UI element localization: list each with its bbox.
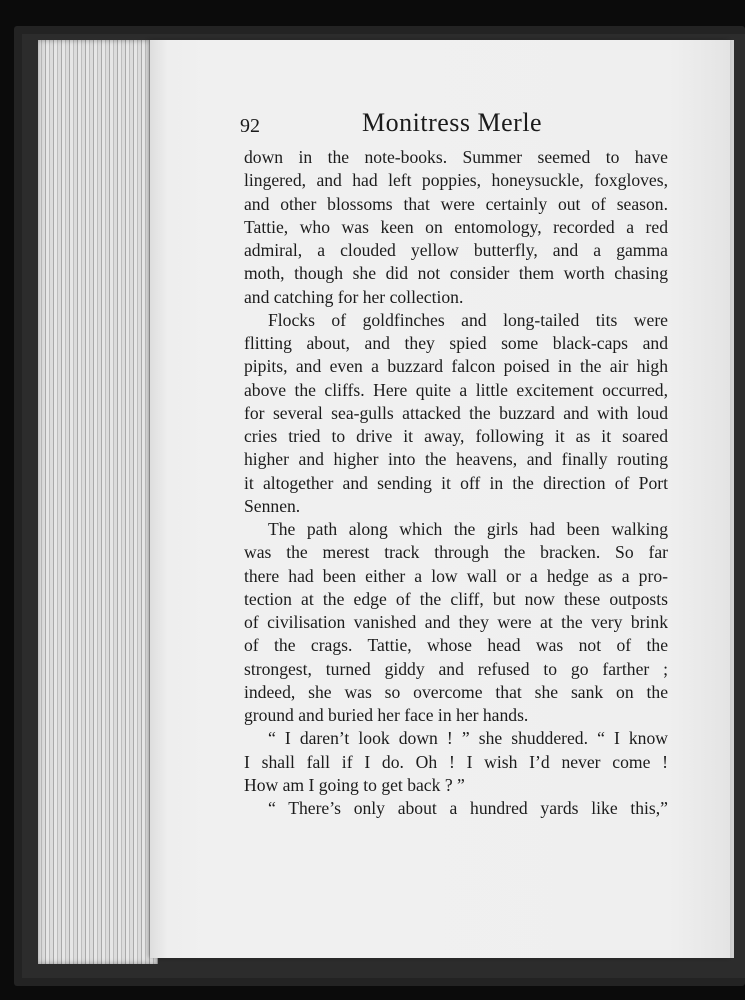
text-line: above the cliffs. Here quite a little excitement occurred,	[244, 379, 668, 400]
text-line: “ There’s only about a hundred yards like this,”	[268, 798, 668, 818]
text-line: The path along which the girls had been walking	[268, 519, 668, 539]
text-line: it altogether and sending it off in the direction of Port	[244, 472, 668, 493]
text-line: of civilisation vanished and they were at the very brink	[244, 612, 668, 632]
text-line: indeed, she was so overcome that she sank on the	[244, 681, 668, 702]
text-line: Tattie, who was keen on entomology, recorded a red	[244, 216, 668, 237]
book-page	[150, 40, 730, 958]
text-line: strongest, turned giddy and refused to go farther ;	[244, 658, 668, 679]
text-line: higher and higher into the heavens, and finally routing	[244, 449, 668, 470]
text-line: Sennen.	[244, 495, 301, 516]
text-line: flitting about, and they spied some black-caps and	[244, 333, 668, 353]
text-line: How am I going to get back ? ”	[244, 774, 465, 795]
text-line: admiral, a clouded yellow butterfly, and a gamma	[244, 240, 668, 260]
text-line: and other blossoms that were certainly out of season.	[244, 193, 668, 214]
text-line: and catching for her collection.	[244, 286, 464, 307]
text-line: of the crags. Tattie, whose head was not of the	[244, 635, 668, 656]
text-line: there had been either a low wall or a hedge as a pro-	[244, 565, 668, 586]
text-line: was the merest track through the bracken. So far	[244, 542, 668, 563]
text-line: for several sea-gulls attacked the buzzard and with loud	[244, 402, 668, 423]
text-line: I shall fall if I do. Oh ! I wish I’d never come !	[244, 751, 668, 772]
text-line: cries tried to drive it away, following it as it soared	[244, 426, 668, 446]
running-title: Monitress Merle	[362, 108, 543, 137]
text-line: pipits, and even a buzzard falcon poised in the air high	[244, 356, 668, 377]
text-line: Flocks of goldfinches and long-tailed tits were	[268, 309, 668, 330]
text-line: moth, though she did not consider them worth chasing	[244, 263, 668, 284]
text-line: ground and buried her face in her hands.	[244, 705, 529, 725]
text-line: lingered, and had left poppies, honeysuckle, foxgloves,	[244, 170, 668, 191]
page-number: 92	[240, 115, 260, 137]
text-line: down in the note-books. Summer seemed to have	[244, 147, 668, 167]
page-header	[240, 110, 660, 146]
body-text	[244, 146, 668, 820]
page-edges	[38, 40, 158, 964]
text-line: tection at the edge of the cliff, but now these outposts	[244, 588, 668, 609]
text-line: “ I daren’t look down ! ” she shuddered. “ I know	[268, 728, 668, 749]
